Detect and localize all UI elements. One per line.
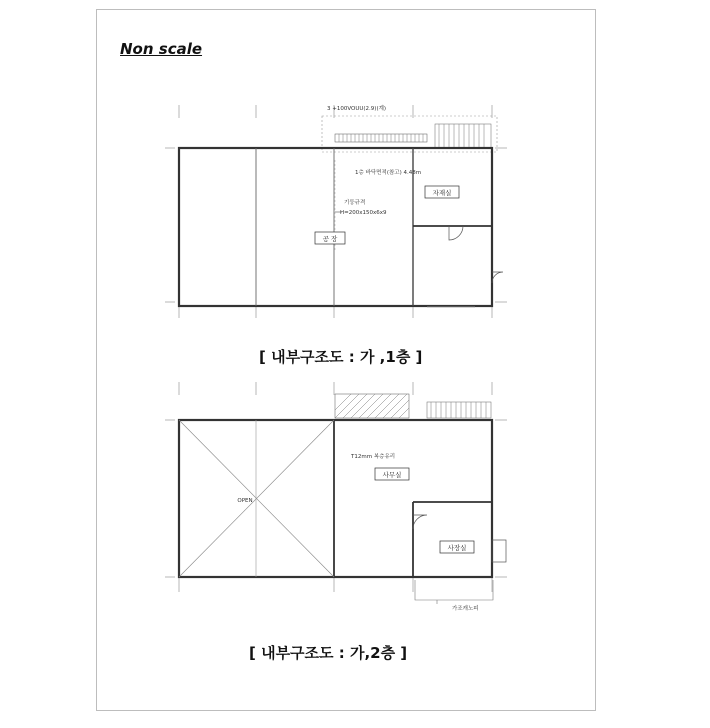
room-storage: 자재실 — [432, 189, 452, 197]
floor1-grid-ticks — [165, 105, 507, 318]
floor1-top-note: 3 +100VOUU(2.9)(계) — [327, 106, 387, 112]
floor1-column-note-2: H=200x150x6x9 — [340, 210, 387, 216]
floor2-grid-ticks — [165, 382, 507, 592]
drawing-sheet — [96, 9, 596, 711]
scale-note: Non scale — [120, 40, 203, 58]
floor2-hatch — [335, 394, 491, 418]
canopy-note: 가조캐노피 — [452, 606, 479, 612]
glass-note: T12mm 복층유리 — [351, 454, 396, 460]
floor1-area-note: 1층 바닥면적(참고) 4.48m — [355, 170, 422, 176]
floor1-column-note-1: 기둥규격 — [344, 200, 366, 206]
room-president: 사장실 — [447, 544, 467, 552]
room-factory: 공 장 — [322, 235, 338, 243]
floor1-caption: [ 내부구조도 : 가 ,1층 ] — [259, 348, 423, 366]
open-area-label: OPEN — [237, 498, 253, 504]
floor2-caption: [ 내부구조도 : 가,2층 ] — [249, 644, 408, 662]
floor2-plan — [165, 382, 507, 604]
floor1-plan — [165, 105, 507, 318]
floor1-stair-hatch — [335, 124, 491, 148]
room-office: 사무실 — [382, 471, 402, 479]
